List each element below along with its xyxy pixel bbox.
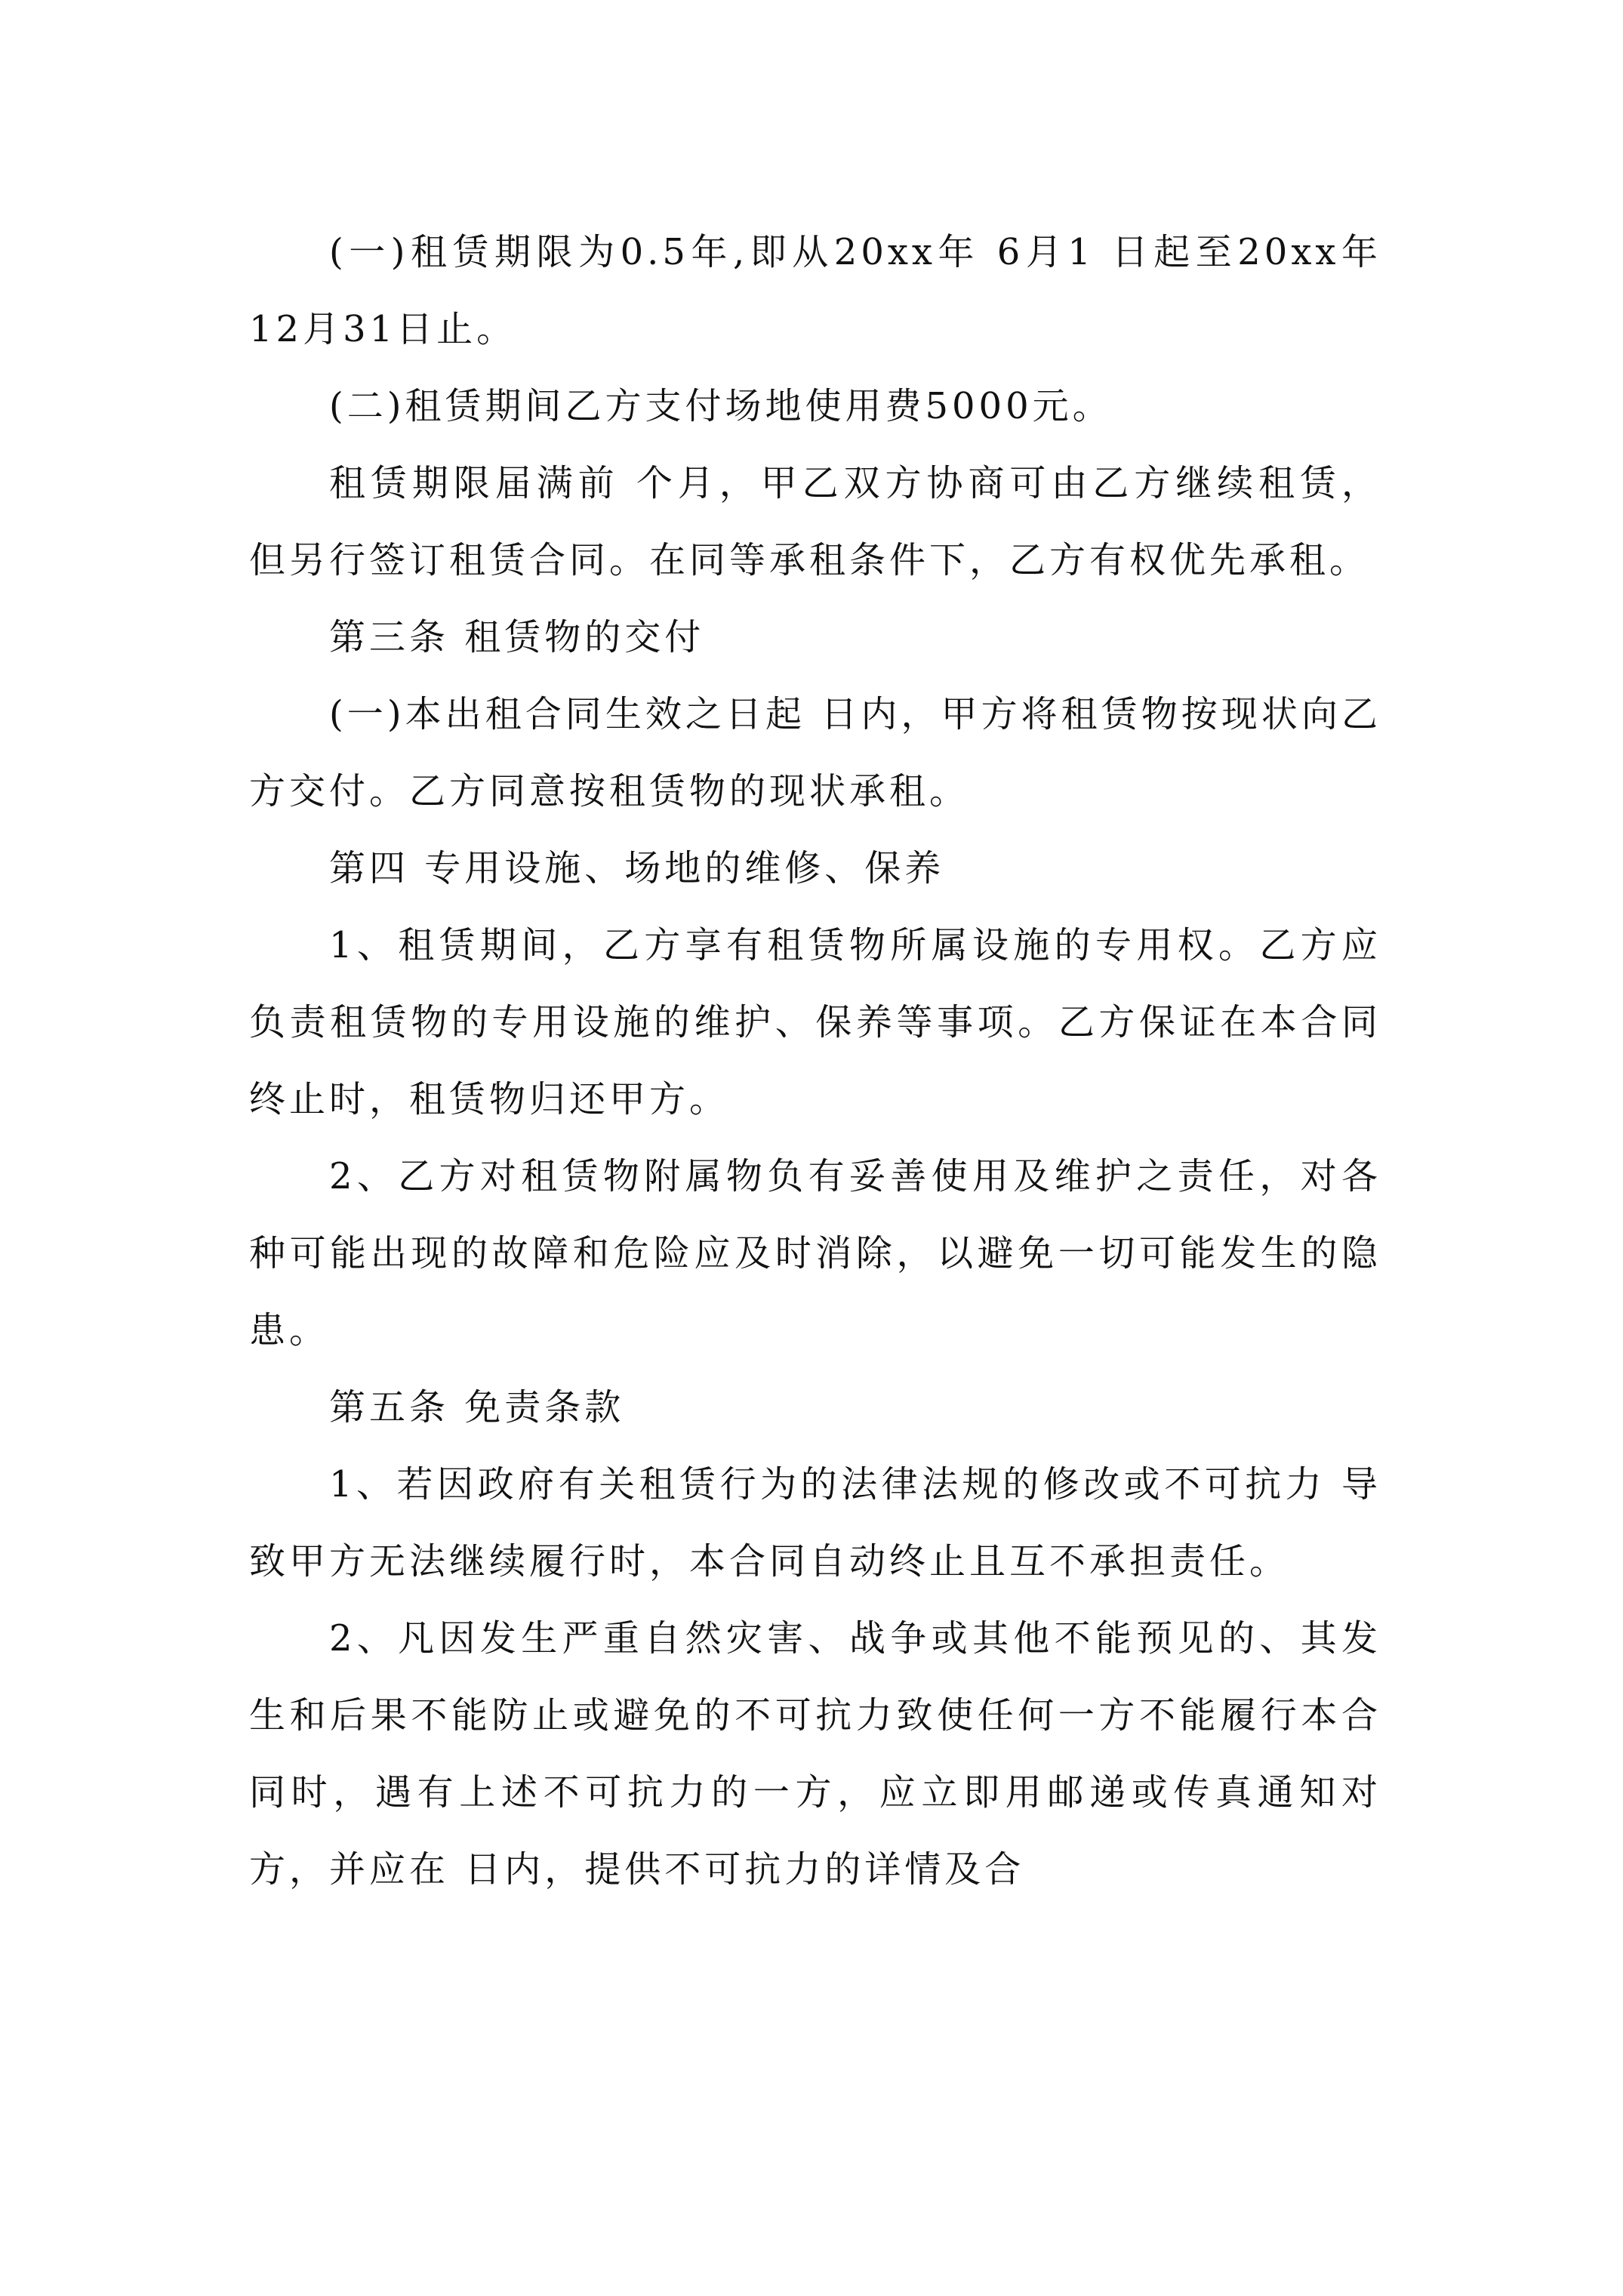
paragraph-delivery: (一)本出租合同生效之日起 日内，甲方将租赁物按现状向乙方交付。乙方同意按租赁物的现状承租。 <box>249 693 1381 812</box>
paragraph-maintenance-2: 2、乙方对租赁物附属物负有妥善使用及维护之责任，对各种可能出现的故障和危险应及时消除，以避免一切可能发生的隐患。 <box>249 1155 1381 1351</box>
heading-article-3: 第三条 租赁物的交付 <box>329 616 705 658</box>
contract-text-body <box>249 214 1381 1908</box>
paragraph-site-fee: (二)租赁期间乙方支付场地使用费5000元。 <box>329 385 1113 427</box>
paragraph-renewal: 租赁期限届满前 个月，甲乙双方协商可由乙方继续租赁，但另行签订租赁合同。在同等承租条件下，乙方有权优先承租。 <box>249 462 1381 581</box>
heading-article-4: 第四 专用设施、场地的维修、保养 <box>329 847 945 889</box>
paragraph-exemption-1: 1、若因政府有关租赁行为的法律法规的修改或不可抗力 导致甲方无法继续履行时，本合同自动终止且互不承担责任。 <box>249 1463 1381 1583</box>
paragraph-exemption-2: 2、凡因发生严重自然灾害、战争或其他不能预见的、其发生和后果不能防止或避免的不可抗力致使任何一方不能履行本合同时，遇有上述不可抗力的一方，应立即用邮递或传真通知对方，并应在 日内，提供不可抗力的详情及合 <box>249 1617 1381 1891</box>
heading-article-5: 第五条 免责条款 <box>329 1386 625 1428</box>
paragraph-maintenance-1: 1、租赁期间，乙方享有租赁物所属设施的专用权。乙方应负责租赁物的专用设施的维护、保养等事项。乙方保证在本合同终止时，租赁物归还甲方。 <box>249 924 1381 1120</box>
paragraph-lease-term: (一)租赁期限为0.5年,即从20xx年 6月1 日起至20xx年12月31日止。 <box>249 231 1381 350</box>
